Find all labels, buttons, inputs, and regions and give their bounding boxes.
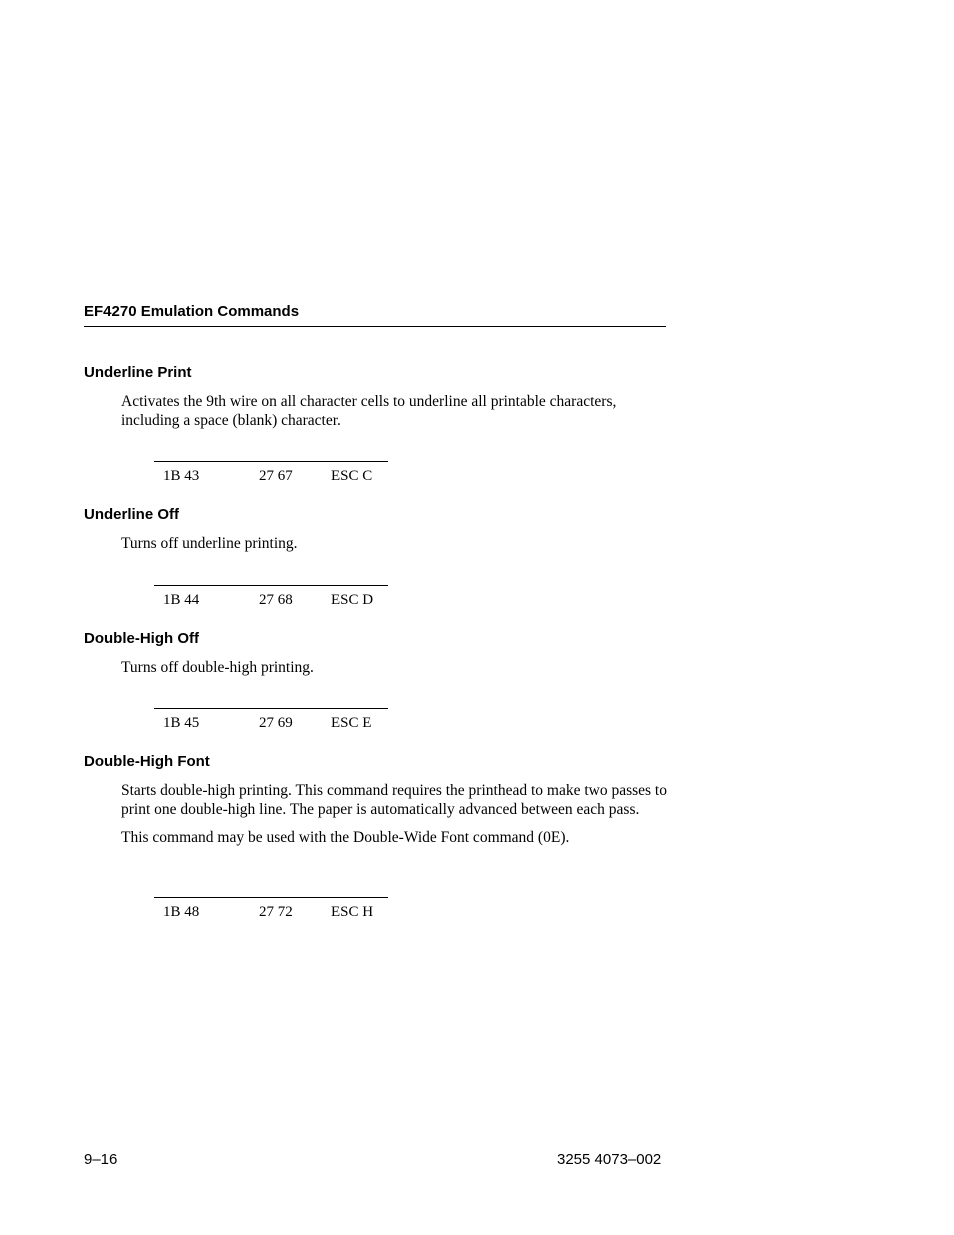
decimal-code: 27 68 [259, 592, 293, 608]
section-heading: Underline Print [84, 364, 192, 381]
header-divider [84, 326, 666, 327]
section-description: Turns off double-high printing. [121, 659, 314, 676]
section-description: Turns off underline printing. [121, 535, 298, 552]
decimal-code: 27 72 [259, 904, 293, 920]
document-number: 3255 4073–002 [557, 1151, 662, 1168]
hex-code: 1B 48 [163, 904, 200, 920]
decimal-code: 27 67 [259, 468, 293, 484]
hex-code: 1B 44 [163, 592, 200, 608]
ascii-code: ESC C [331, 468, 373, 484]
section-underline-print [84, 363, 674, 430]
decimal-code: 27 69 [259, 715, 293, 731]
section-note: This command may be used with the Double-Wide Font command (0E). [121, 829, 570, 846]
section-double-high-off [84, 629, 674, 677]
hex-code: 1B 45 [163, 715, 200, 731]
ascii-code: ESC E [331, 715, 372, 731]
command-code-table [154, 461, 388, 486]
command-code-table [154, 897, 388, 922]
command-code-table [154, 585, 388, 610]
section-description: Starts double-high printing. This command requires the printhead to make two passes to print one double-high line. The paper is automatically advanced between each pass. [121, 782, 667, 818]
page-header-title: EF4270 Emulation Commands [84, 303, 300, 320]
section-double-high-font [84, 752, 674, 847]
section-underline-off [84, 505, 674, 553]
section-heading: Double-High Off [84, 630, 199, 647]
hex-code: 1B 43 [163, 468, 200, 484]
page-number: 9–16 [84, 1151, 118, 1168]
command-code-table [154, 708, 388, 733]
section-heading: Underline Off [84, 506, 180, 523]
section-heading: Double-High Font [84, 753, 210, 770]
ascii-code: ESC D [331, 592, 374, 608]
ascii-code: ESC H [331, 904, 374, 920]
section-description: Activates the 9th wire on all character cells to underline all printable characters, including a space (blank) character. [121, 393, 617, 429]
